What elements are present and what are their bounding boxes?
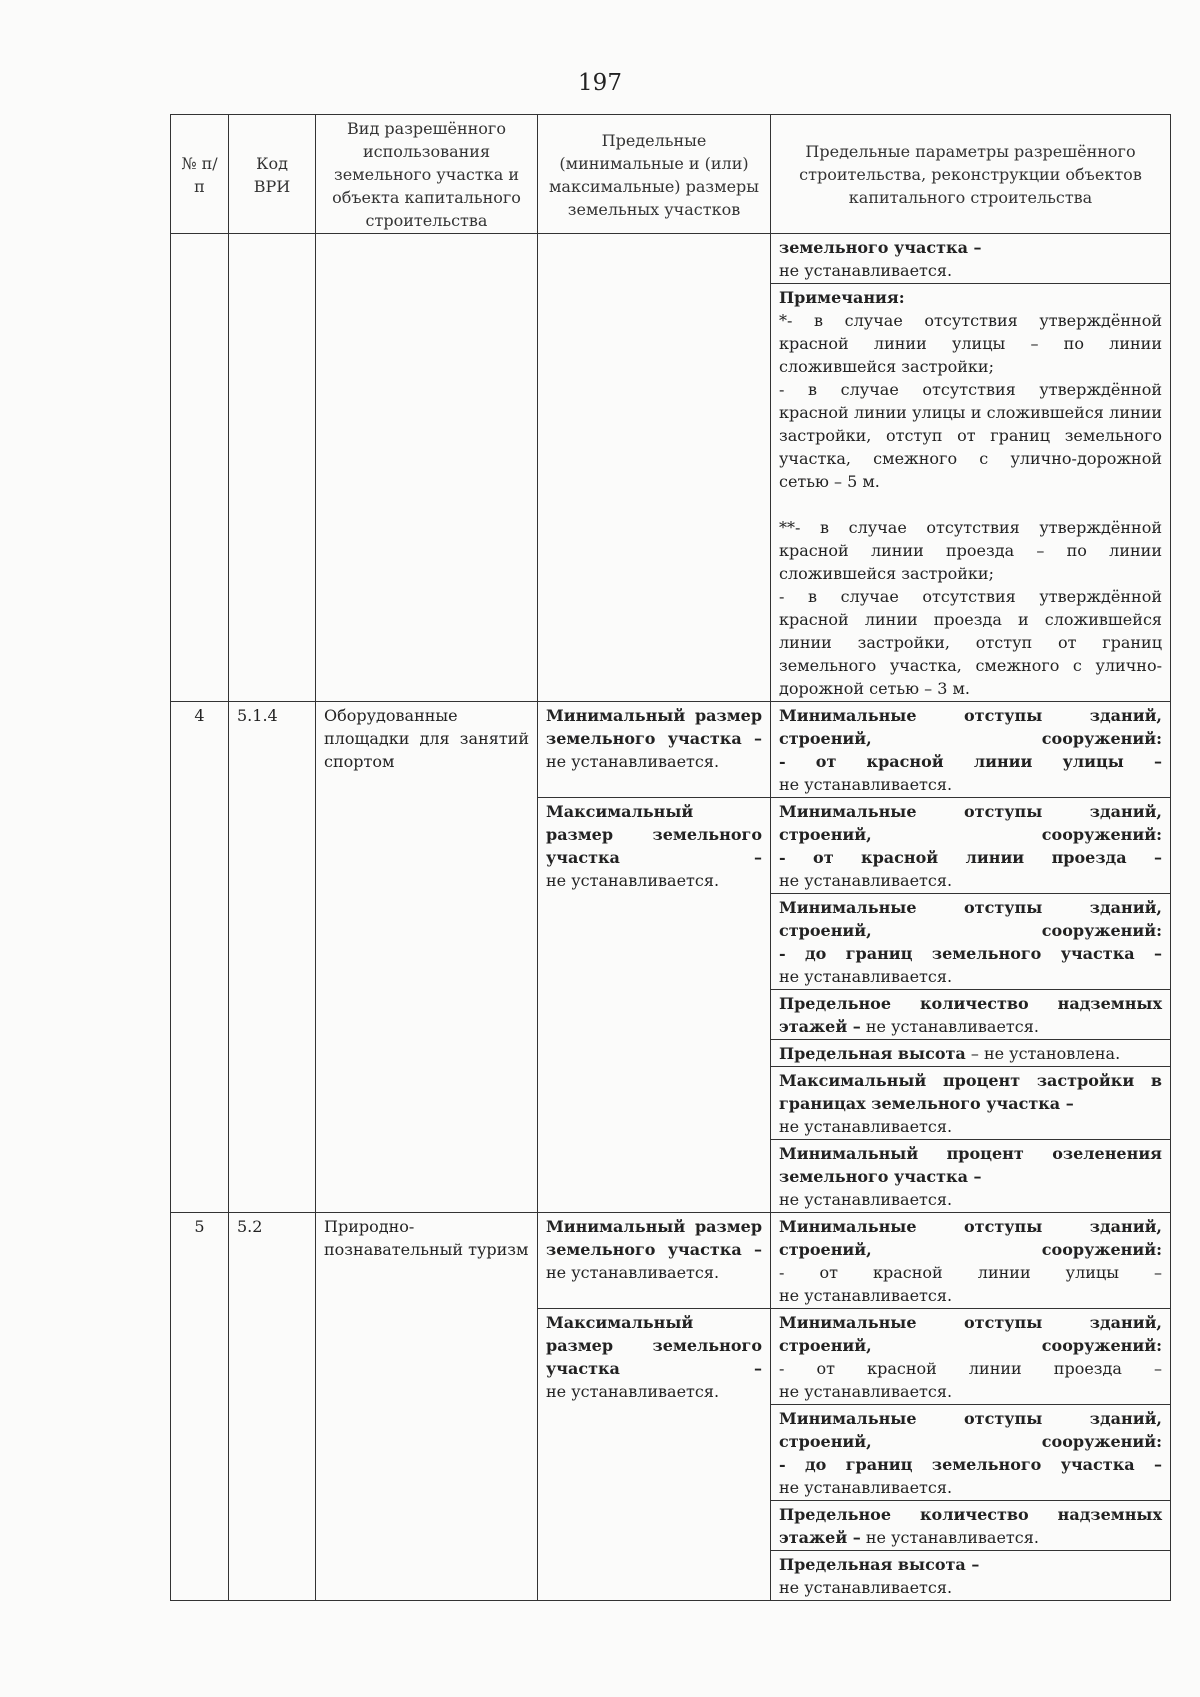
param-cell (771, 798, 1171, 894)
param-cell (771, 1501, 1171, 1551)
note-paragraph: *- в случае отсутствия утверждённой красной линии улицы – по линии сложившейся застройки; (779, 311, 1162, 376)
param-line: - от красной линии улицы – (779, 1263, 1162, 1282)
param-line: - до границ земельного участка – (779, 1455, 1162, 1474)
param-cell (771, 702, 1171, 798)
plot-size-min-cell (538, 1213, 771, 1309)
param-heading: Минимальные отступы зданий, строений, сооружений: (779, 1409, 1162, 1451)
param-heading: Минимальные отступы зданий, строений, сооружений: (779, 1217, 1162, 1259)
header-build-params: Предельные параметры разрешённого строительства, реконструкции объектов капитального строительства (771, 115, 1171, 234)
param-cell (771, 894, 1171, 990)
param-cell (771, 1309, 1171, 1405)
header-code: Код ВРИ (229, 115, 316, 234)
plot-size-min-cell (538, 702, 771, 798)
param-value: не устанавливается. (779, 261, 953, 280)
param-cell (771, 1040, 1171, 1067)
plot-size-max-value: не устанавливается. (546, 1382, 720, 1401)
plot-size-max-value: не устанавливается. (546, 871, 720, 890)
param-heading: Предельная высота (779, 1044, 966, 1063)
param-heading: земельного участка – (779, 238, 982, 257)
param-heading: Предельная высота – (779, 1555, 980, 1574)
row-code: 5.2 (229, 1213, 316, 1601)
param-cell (771, 1067, 1171, 1140)
param-value: не устанавливается. (779, 1286, 953, 1305)
cont-name-cell (316, 234, 538, 702)
param-heading: Минимальные отступы зданий, строений, сооружений: (779, 802, 1162, 844)
row-use-type: Оборудованные площадки для занятий спортом (316, 702, 538, 1213)
plot-size-max-heading: Максимальный размер земельного участка – (546, 802, 762, 867)
param-value: не устанавливается. (779, 1190, 953, 1209)
note-paragraph: - в случае отсутствия утверждённой красной линии проезда и сложившейся линии застройки, отступ от границ земельного участка, смежного с улично-дорожной сетью – 3 м. (779, 587, 1162, 698)
row-code: 5.1.4 (229, 702, 316, 1213)
param-line: - от красной линии улицы – (779, 752, 1162, 771)
regulations-table (170, 114, 1171, 1601)
plot-size-max-heading: Максимальный размер земельного участка – (546, 1313, 762, 1378)
table-header-row (171, 115, 1171, 234)
param-line: - от красной линии проезда – (779, 1359, 1162, 1378)
note-paragraph: - в случае отсутствия утверждённой красной линии улицы и сложившейся линии застройки, отступ от границ земельного участка, смежного с улично-дорожной сетью – 5 м. (779, 380, 1162, 491)
plot-size-min-value: не устанавливается. (546, 752, 720, 771)
table-row (171, 1213, 1171, 1309)
notes-title: Примечания: (779, 288, 905, 307)
table-row (171, 702, 1171, 798)
param-heading: Предельное количество надземных этажей – (779, 994, 1162, 1036)
plot-size-max-cell (538, 798, 771, 1213)
param-value: не устанавливается. (779, 1117, 953, 1136)
header-use-type: Вид разрешённого использования земельного участка и объекта капитального строительства (316, 115, 538, 234)
param-value: не устанавливается. (865, 1528, 1039, 1547)
row-number: 4 (171, 702, 229, 1213)
header-number: № п/п (171, 115, 229, 234)
param-cell (771, 1140, 1171, 1213)
header-plot-size: Предельные (минимальные и (или) максимальные) размеры земельных участков (538, 115, 771, 234)
notes-cell (771, 284, 1171, 702)
param-heading: Минимальные отступы зданий, строений, сооружений: (779, 898, 1162, 940)
page-number: 197 (578, 70, 622, 96)
param-cell (771, 990, 1171, 1040)
param-heading: Максимальный процент застройки в границах земельного участка – (779, 1071, 1162, 1113)
note-paragraph: **- в случае отсутствия утверждённой красной линии проезда – по линии сложившейся застройки; (779, 518, 1162, 583)
param-heading: Минимальные отступы зданий, строений, сооружений: (779, 1313, 1162, 1355)
cont-size-cell (538, 234, 771, 702)
plot-size-min-heading: Минимальный размер земельного участка – (546, 706, 762, 748)
cont-number-cell (171, 234, 229, 702)
param-heading: Предельное количество надземных этажей – (779, 1505, 1162, 1547)
param-cell (771, 1405, 1171, 1501)
plot-size-min-value: не устанавливается. (546, 1263, 720, 1282)
row-number: 5 (171, 1213, 229, 1601)
param-value: не устанавливается. (779, 1478, 953, 1497)
row-use-type: Природно-познавательный туризм (316, 1213, 538, 1601)
cont-code-cell (229, 234, 316, 702)
param-value: не устанавливается. (779, 1382, 953, 1401)
param-value: не устанавливается. (779, 871, 953, 890)
param-line: - до границ земельного участка – (779, 944, 1162, 963)
param-cell (771, 1551, 1171, 1601)
param-value: не устанавливается. (779, 1578, 953, 1597)
plot-size-max-cell (538, 1309, 771, 1601)
plot-size-min-heading: Минимальный размер земельного участка – (546, 1217, 762, 1259)
param-cell (771, 234, 1171, 284)
param-value: не устанавливается. (865, 1017, 1039, 1036)
table-row (171, 234, 1171, 284)
param-value: не устанавливается. (779, 967, 953, 986)
param-cell (771, 1213, 1171, 1309)
param-heading: Минимальные отступы зданий, строений, сооружений: (779, 706, 1162, 748)
param-line: - от красной линии проезда – (779, 848, 1162, 867)
param-heading: Минимальный процент озеленения земельного участка – (779, 1144, 1162, 1186)
param-value: – не установлена. (970, 1044, 1121, 1063)
param-value: не устанавливается. (779, 775, 953, 794)
spacer (779, 493, 1162, 516)
